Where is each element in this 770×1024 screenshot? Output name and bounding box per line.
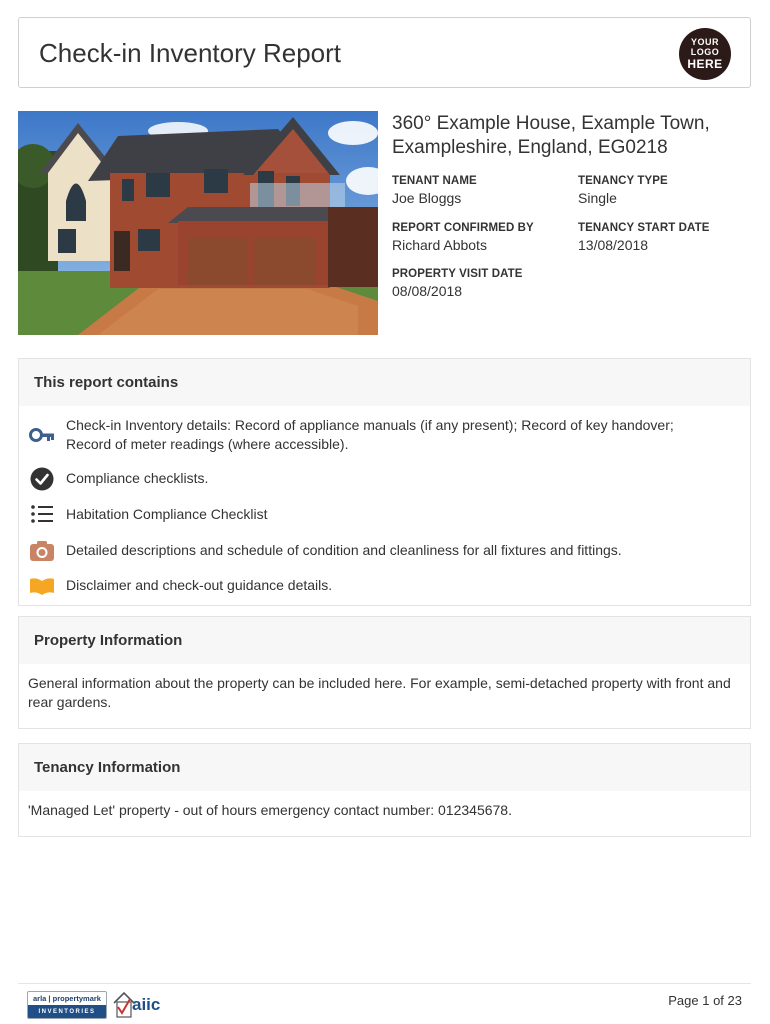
tenancy-information-heading: Tenancy Information [19, 744, 750, 791]
tenancy-information-body: 'Managed Let' property - out of hours emergency contact number: 012345678. [28, 802, 512, 818]
logo-line-2: LOGO [690, 47, 720, 57]
arla-logo-bottom-text: INVENTORIES [28, 1005, 106, 1019]
arla-propertymark-logo [27, 991, 107, 1019]
property-information-section [18, 616, 751, 729]
aiic-logo-text: aiic [132, 995, 161, 1014]
tenant-name-field [392, 175, 477, 206]
tenancy-start-date-value: 13/08/2018 [578, 237, 649, 253]
report-confirmed-by-value: Richard Abbots [392, 237, 487, 253]
page-number: Page 1 of 23 [668, 993, 742, 1008]
tenancy-information-section [18, 743, 751, 837]
check-circle-icon [29, 466, 55, 492]
report-item-text-key: Check-in Inventory details: Record of appliance manuals (if any present); Record of key handover; Record of meter readings (where accessible). [66, 417, 674, 452]
report-contains-section [18, 358, 751, 606]
property-information-body: General information about the property can be included here. For example, semi-detached property with front and rear gardens. [28, 675, 731, 710]
page-title: Check-in Inventory Report [39, 38, 342, 68]
property-address: 360° Example House, Example Town, Exampleshire, England, EG0218 [392, 113, 710, 158]
tenant-name-value: Joe Bloggs [392, 190, 462, 206]
tenancy-start-date-field [578, 222, 710, 253]
property-visit-date-label: PROPERTY VISIT DATE [392, 268, 523, 280]
report-contains-heading: This report contains [19, 359, 750, 406]
property-visit-date-field [392, 268, 523, 299]
logo-line-1: YOUR [690, 37, 719, 47]
aiic-logo [112, 989, 168, 1019]
tenant-name-label: TENANT NAME [392, 175, 477, 187]
report-item-text-condition: Detailed descriptions and schedule of condition and cleanliness for all fixtures and fittings. [66, 542, 622, 558]
property-photo [18, 111, 378, 335]
report-item-text-disclaimer: Disclaimer and check-out guidance details. [66, 577, 333, 593]
property-information-heading: Property Information [19, 617, 750, 664]
report-header [18, 17, 751, 88]
book-icon [29, 573, 55, 599]
report-item-text-compliance: Compliance checklists. [66, 470, 209, 486]
report-confirmed-by-label: REPORT CONFIRMED BY [392, 222, 534, 234]
company-logo [679, 28, 731, 80]
footer-divider [18, 983, 751, 984]
camera-icon [29, 538, 55, 564]
list-icon [29, 502, 55, 528]
arla-logo-top-text: arla | propertymark [33, 994, 101, 1003]
property-visit-date-value: 08/08/2018 [392, 283, 463, 299]
report-confirmed-by-field [392, 222, 534, 253]
logo-line-3: HERE [687, 57, 723, 71]
tenancy-start-date-label: TENANCY START DATE [578, 222, 710, 234]
key-icon [29, 422, 55, 448]
tenancy-type-label: TENANCY TYPE [578, 175, 668, 187]
report-item-text-habitation: Habitation Compliance Checklist [66, 506, 268, 522]
tenancy-type-value: Single [578, 190, 617, 206]
tenancy-type-field [578, 175, 668, 206]
